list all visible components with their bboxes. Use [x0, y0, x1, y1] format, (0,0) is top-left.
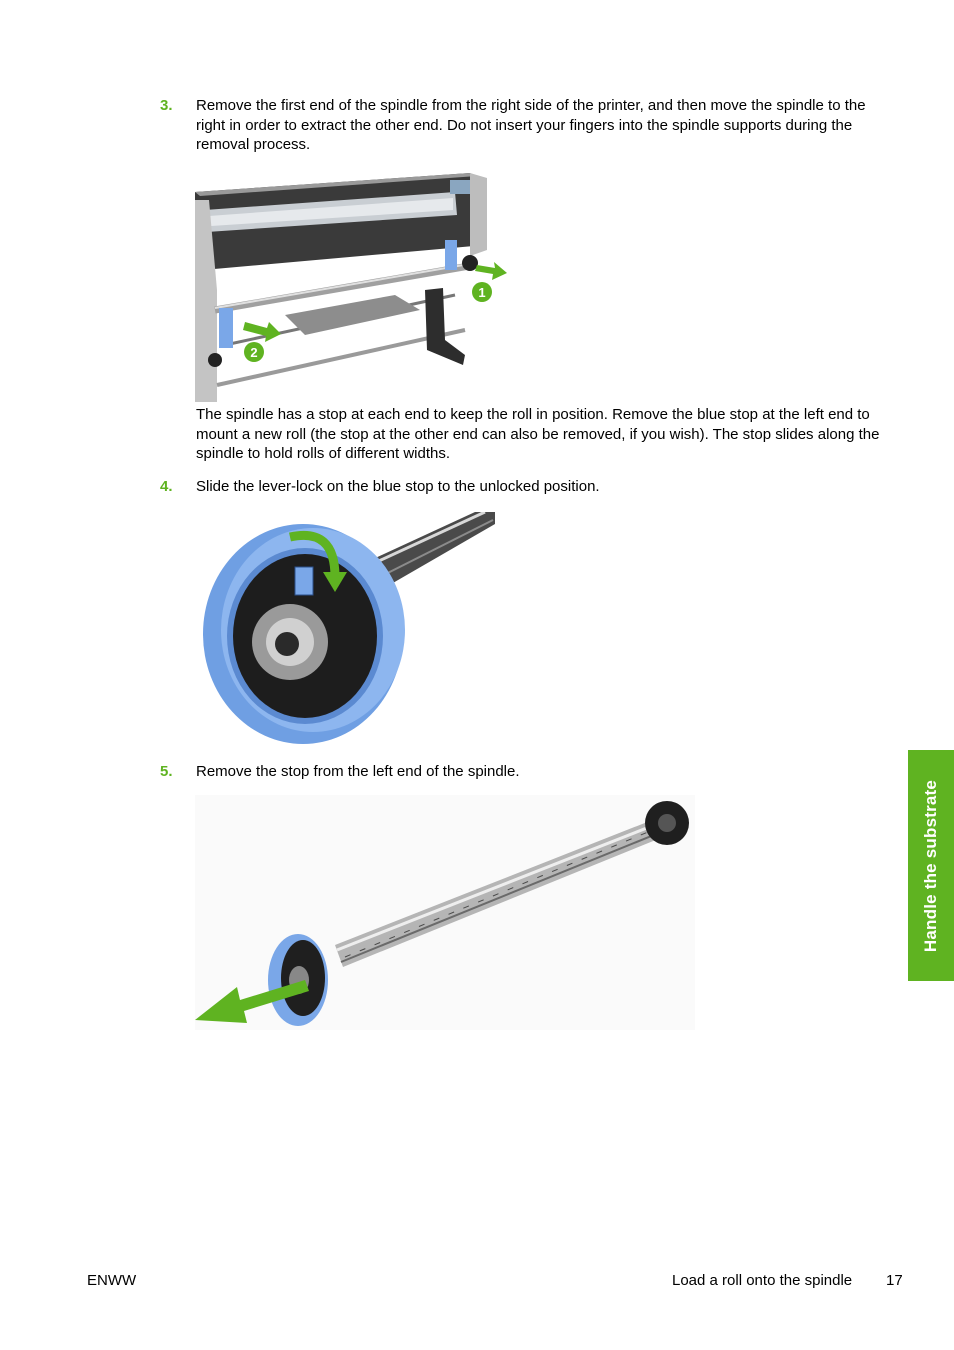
- step-number: 3.: [160, 97, 173, 114]
- blue-stop-lever-lock-illustration: [195, 512, 495, 744]
- step-number: 5.: [160, 763, 173, 780]
- step-text: Remove the stop from the left end of the spindle.: [196, 763, 520, 780]
- spindle-stop-note: The spindle has a stop at each end to keep the roll in position. Remove the blue stop at the left end to mount a new roll (the stop at the other end can also be removed, if you wish). The stop slides along the spindle to hold rolls of different widths.: [196, 406, 880, 462]
- chapter-side-tab: [908, 750, 954, 981]
- spindle-stop-removal-illustration: [195, 795, 695, 1030]
- chapter-side-tab-label: Handle the substrate: [921, 779, 940, 952]
- control-panel: [450, 180, 470, 194]
- svg-text:1: 1: [478, 285, 486, 300]
- callout-2: [244, 342, 264, 362]
- footer-section-title: Load a roll onto the spindle: [672, 1272, 853, 1289]
- svg-text:2: 2: [250, 345, 258, 360]
- footer-left: ENWW: [87, 1272, 137, 1289]
- step-text: Remove the first end of the spindle from the right side of the printer, and then move the spindle to the right in order to extract the other end. Do not insert your fingers into the spindle supports during the removal process.: [196, 97, 866, 153]
- step-text: Slide the lever-lock on the blue stop to the unlocked position.: [196, 478, 600, 495]
- page-number: 17: [886, 1272, 903, 1289]
- printer-spindle-removal-illustration: [195, 170, 507, 402]
- callout-1: [472, 282, 492, 302]
- step-number: 4.: [160, 478, 173, 495]
